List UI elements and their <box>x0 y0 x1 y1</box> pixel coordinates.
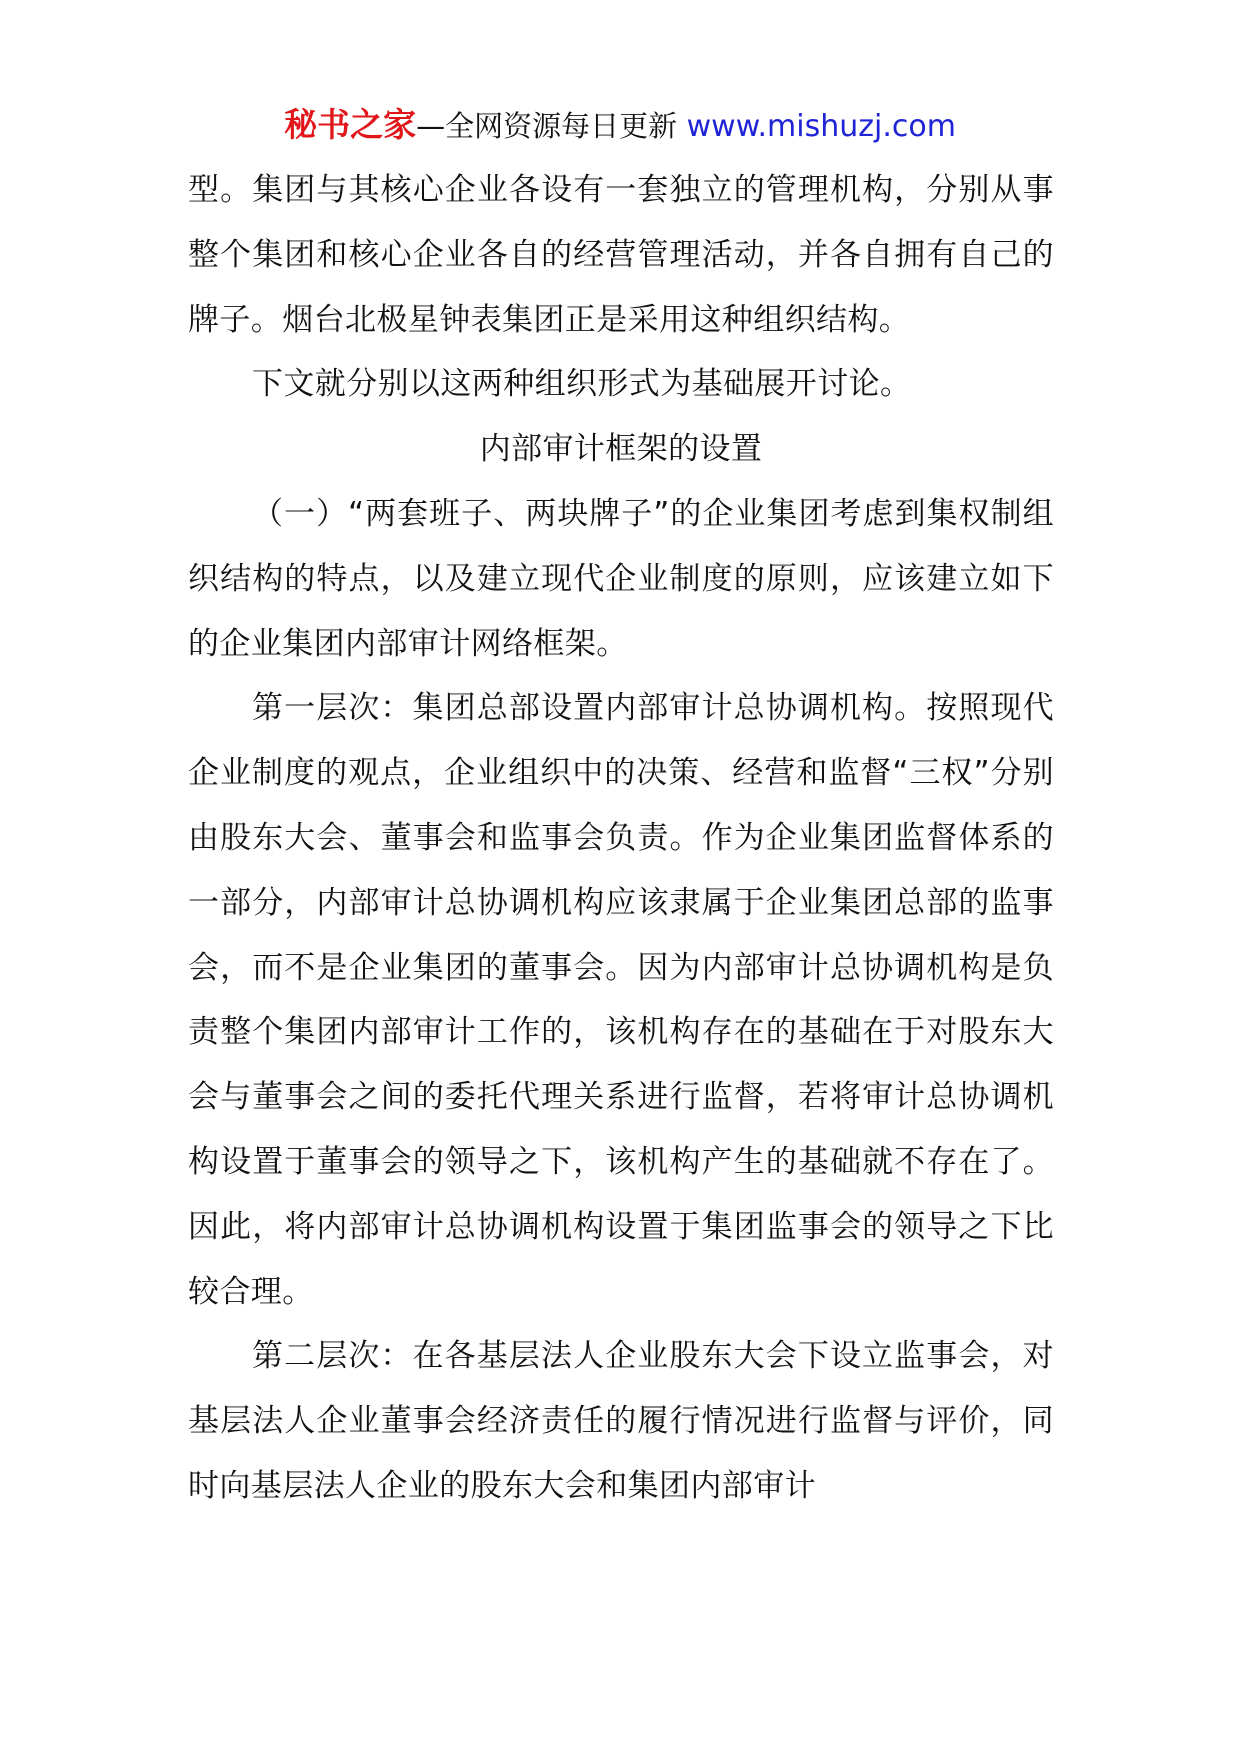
site-url-link[interactable]: www.mishuzj.com <box>686 109 956 144</box>
paragraph-level-one: 第一层次：集团总部设置内部审计总协调机构。按照现代企业制度的观点，企业组织中的决策、经营和监督“三权”分别由股东大会、董事会和监事会负责。作为企业集团监督体系的一部分，内部审计总协调机构应该隶属于企业集团总部的监事会，而不是企业集团的董事会。因为内部审计总协调机构是负责整个集团内部审计工作的，该机构存在的基础在于对股东大会与董事会之间的委托代理关系进行监督，若将审计总协调机构设置于董事会的领导之下，该机构产生的基础就不存在了。因此，将内部审计总协调机构设置于集团监事会的领导之下比较合理。 <box>188 690 1054 1310</box>
document-body <box>188 158 1054 1519</box>
paragraph-intro: 下文就分别以这两种组织形式为基础展开讨论。 <box>252 366 912 403</box>
brand-name: 秘书之家 <box>284 105 417 144</box>
paragraph-section-one: （一）“两套班子、两块牌子”的企业集团考虑到集权制组织结构的特点，以及建立现代企业制度的原则，应该建立如下的企业集团内部审计网络框架。 <box>188 495 1054 662</box>
section-heading: 内部审计框架的设置 <box>479 431 763 468</box>
paragraph-continuation: 型。集团与其核心企业各设有一套独立的管理机构，分别从事整个集团和核心企业各自的经营管理活动，并各自拥有自己的牌子。烟台北极星钟表集团正是采用这种组织结构。 <box>188 172 1054 338</box>
paragraph-level-two: 第二层次：在各基层法人企业股东大会下设立监事会，对基层法人企业董事会经济责任的履行情况进行监督与评价，同时向基层法人企业的股东大会和集团内部审计 <box>188 1338 1054 1504</box>
site-header <box>0 100 1240 152</box>
header-tagline: —全网资源每日更新 <box>416 109 678 143</box>
